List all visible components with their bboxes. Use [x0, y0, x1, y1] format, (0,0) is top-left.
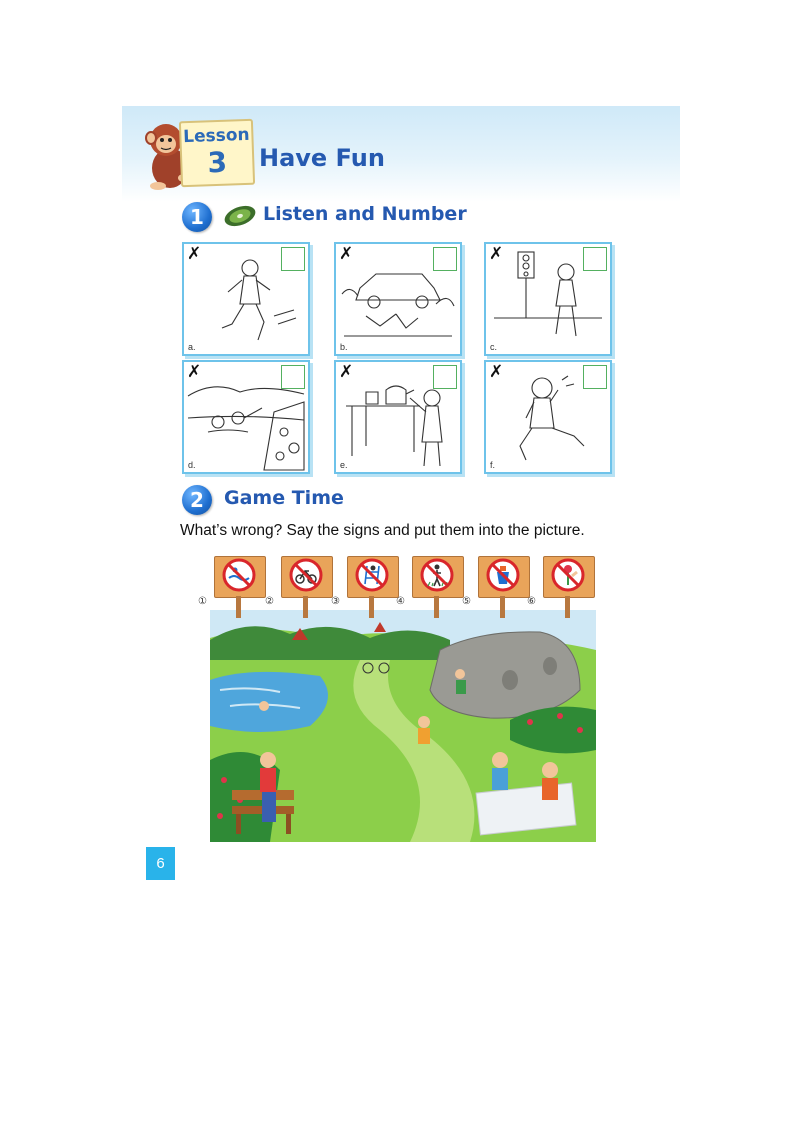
- picture-card-a: [182, 242, 310, 356]
- sign-5[interactable]: [462, 550, 528, 620]
- sign-6[interactable]: [527, 550, 593, 620]
- no-swimming-icon: [222, 558, 256, 592]
- section-title-listen: Listen and Number: [263, 203, 467, 225]
- sign-post: [434, 596, 439, 618]
- no-climbing-icon: [355, 558, 389, 592]
- cross-mark: ✗: [489, 244, 504, 264]
- cross-mark: ✗: [187, 244, 202, 264]
- picture-card-c: [484, 242, 612, 356]
- cross-mark: ✗: [489, 362, 504, 382]
- picture-card-f: [484, 360, 612, 474]
- sign-number: ⑤: [462, 596, 471, 607]
- section-title-game: Game Time: [224, 487, 344, 509]
- park-scene: [198, 550, 596, 842]
- sign-number: ③: [331, 596, 340, 607]
- lesson-badge: [179, 119, 255, 188]
- card-label: f.: [490, 460, 496, 470]
- section-number-2: 2: [182, 485, 212, 515]
- no-picking-flowers-icon: [551, 558, 585, 592]
- textbook-page: [122, 106, 680, 886]
- sign-number: ①: [198, 596, 207, 607]
- no-littering-icon: [486, 558, 520, 592]
- sign-post: [500, 596, 505, 618]
- sign-1[interactable]: [198, 550, 264, 620]
- card-label: e.: [340, 460, 348, 470]
- sign-4[interactable]: [396, 550, 462, 620]
- answer-box[interactable]: [433, 365, 457, 389]
- answer-box[interactable]: [281, 247, 305, 271]
- sign-3[interactable]: [331, 550, 397, 620]
- park-scene-illustration: [210, 610, 596, 842]
- sign-post: [236, 596, 241, 618]
- picture-card-d: [182, 360, 310, 474]
- sign-post: [369, 596, 374, 618]
- answer-box[interactable]: [281, 365, 305, 389]
- card-label: b.: [340, 342, 348, 352]
- card-label: a.: [188, 342, 196, 352]
- cd-icon: [222, 204, 258, 228]
- cross-mark: ✗: [187, 362, 202, 382]
- cross-mark: ✗: [339, 362, 354, 382]
- answer-box[interactable]: [583, 247, 607, 271]
- sign-number: ④: [396, 596, 405, 607]
- section-number-1: 1: [182, 202, 212, 232]
- lesson-word: Lesson: [182, 124, 250, 148]
- no-cycling-icon: [289, 558, 323, 592]
- sign-number: ⑥: [527, 596, 536, 607]
- picture-card-e: [334, 360, 462, 474]
- answer-box[interactable]: [433, 247, 457, 271]
- cross-mark: ✗: [339, 244, 354, 264]
- sign-number: ②: [265, 596, 274, 607]
- sign-post: [303, 596, 308, 618]
- sign-post: [565, 596, 570, 618]
- lesson-number: 3: [207, 145, 228, 180]
- picture-card-b: [334, 242, 462, 356]
- sign-2[interactable]: [265, 550, 331, 620]
- card-label: c.: [490, 342, 498, 352]
- page-number: 6: [146, 847, 175, 880]
- instruction-text: What’s wrong? Say the signs and put them into the picture.: [180, 522, 585, 539]
- no-walking-on-grass-icon: [420, 558, 454, 592]
- page-title: Have Fun: [259, 144, 385, 172]
- card-label: d.: [188, 460, 196, 470]
- answer-box[interactable]: [583, 365, 607, 389]
